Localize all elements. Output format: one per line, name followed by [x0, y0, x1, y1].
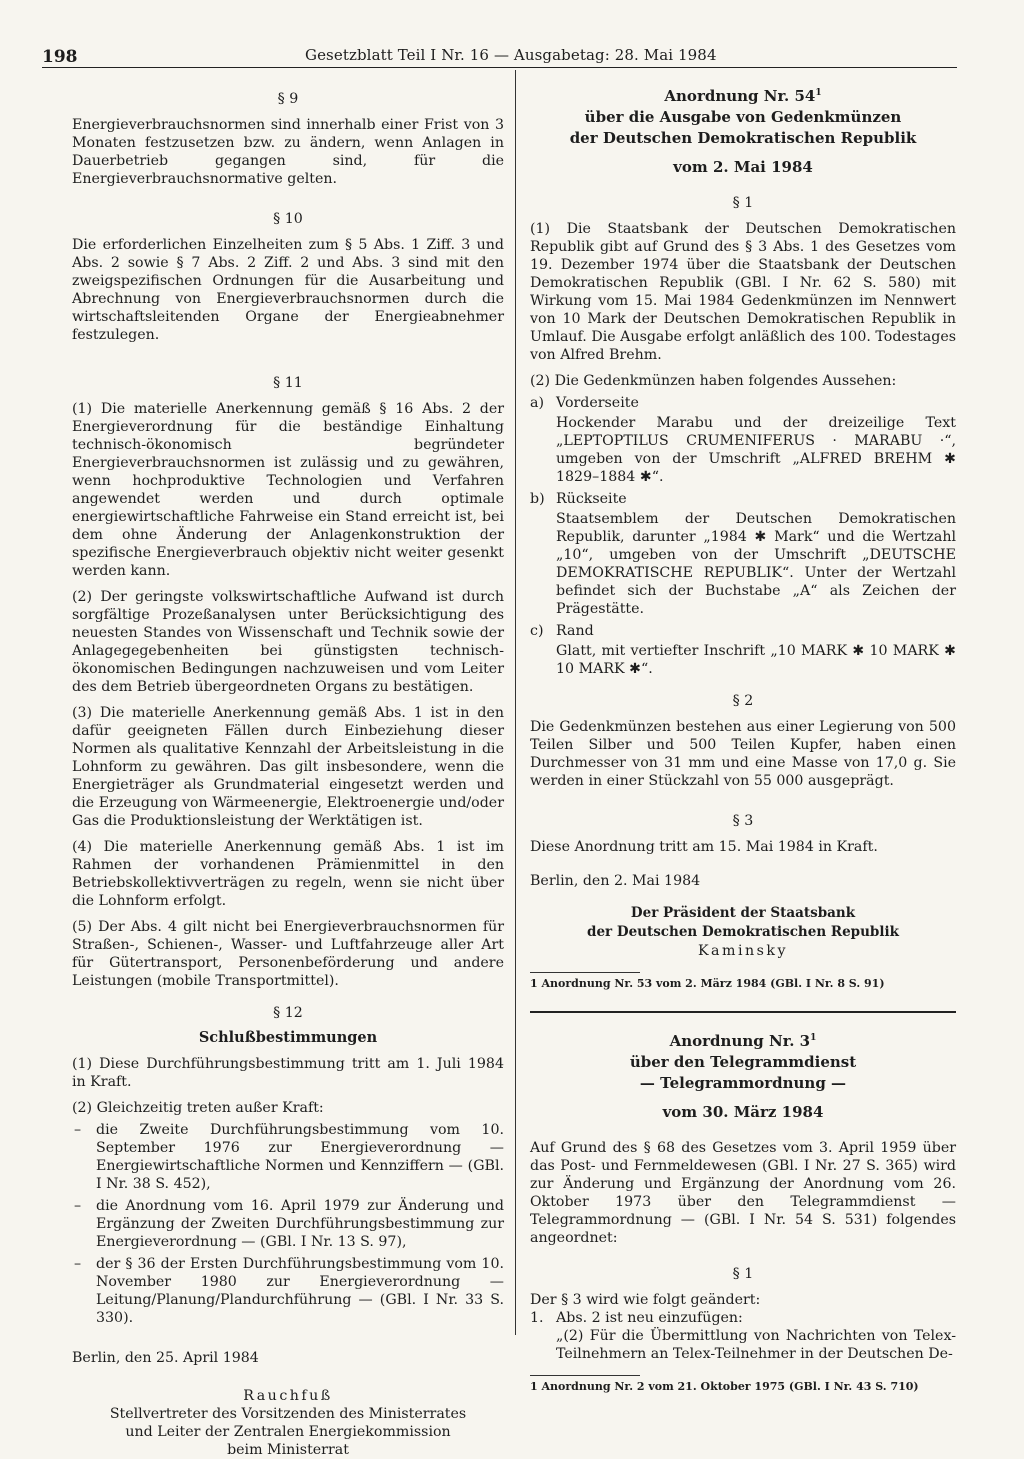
a54-signatory-name: Kaminsky [697, 943, 789, 959]
signatory-title-line-2: und Leiter der Zentralen Energiekommission [125, 1424, 451, 1440]
a54-section-heading-1: § 1 [732, 195, 754, 211]
page-header-title: Gesetzblatt Teil I Nr. 16 — Ausgabetag: 28. Mai 1984 [305, 46, 717, 64]
section-12-subheading: Schlußbestimmungen [198, 1029, 378, 1046]
a54-signatory-line-2: der Deutschen Demokratischen Republik [587, 924, 899, 940]
section-heading-9: § 9 [277, 91, 299, 107]
coin-description-item [530, 622, 956, 678]
section-heading-10: § 10 [273, 211, 303, 227]
section-9-text: Energieverbrauchsnormen sind innerhalb einer Frist von 3 Monaten festzusetzen bzw. zu ändern, wenn Anlagen in Dauerbetrieb gegangen sind, für die Energieverbrauchsnormative gelten. [72, 117, 504, 187]
item-label: b) [530, 491, 545, 507]
right-column [530, 86, 956, 1394]
item-heading: Vorderseite [556, 395, 639, 411]
a3-intro: Auf Grund des § 68 des Gesetzes vom 3. April 1959 über das Post- und Fernmeldewesen (GBl. I Nr. 27 S. 365) wird zur Änderung und Ergänzung der Anordnung vom 26. Oktober 1973 über den Telegrammdienst — Telegrammordnung — (GBl. I Nr. 54 S. 531) folgendes angeordnet: [530, 1140, 956, 1246]
anordnung-54-date: vom 2. Mai 1984 [673, 158, 813, 176]
anordnung-3-title-line-1: Anordnung Nr. 3 [669, 1032, 811, 1050]
section-heading-11: § 11 [273, 375, 303, 391]
a3-footnote: 1 Anordnung Nr. 2 vom 21. Oktober 1975 (GBl. I Nr. 43 S. 710) [530, 1380, 919, 1393]
section-heading-12: § 12 [273, 1005, 303, 1021]
item-heading: Rückseite [556, 491, 627, 507]
item-quote: „(2) Für die Übermittlung von Nachrichten von Telex-Teilnehmern an Telex-Teilnehmer in der Deutschen De- [556, 1328, 956, 1362]
item-heading: Rand [556, 623, 594, 639]
signatory-title-line-3: beim Ministerrat [227, 1442, 349, 1458]
item-label: 1. [530, 1310, 544, 1326]
anordnung-3-title [530, 1031, 956, 1123]
anordnung-54-title [530, 86, 956, 178]
item-text: Abs. 2 ist neu einzufügen: [556, 1310, 743, 1326]
list-item: – die Anordnung vom 16. April 1979 zur Änderung und Ergänzung der Zweiten Durchführungsbestimmung zur Energieverordnung — (GBl. I Nr. 13 S. 97), [72, 1197, 504, 1251]
a3-section-1-paragraph-1: Der § 3 wird wie folgt geändert: [530, 1292, 761, 1308]
item-text: Staatsemblem der Deutschen Demokratischen Republik, darunter „1984 ✱ Mark“ und die Wertzahl „10“, umgeben von der Umschrift „DEUTSCHE DEMOKRATISCHE REPUBLIK“. Unter der Wertzahl befindet sich der Buchstabe „A“ als Zeichen der Prägestätte. [556, 511, 956, 617]
column-divider [515, 70, 516, 1335]
a54-section-1-paragraph-2: (2) Die Gedenkmünzen haben folgendes Aussehen: [530, 373, 897, 389]
footnote-marker: 1 [810, 1033, 817, 1043]
header-rule [42, 67, 957, 68]
a54-section-heading-2: § 2 [732, 693, 754, 709]
anordnung-54-title-line-2: über die Ausgabe von Gedenkmünzen [584, 108, 902, 126]
section-11-paragraph-3: (3) Die materielle Anerkennung gemäß Abs. 1 ist in den dafür geeigneten Fällen durch Einbeziehung dieser Normen als qualitative Kennzahl der Arbeitsleistung in die Lohnform zu gewähren. Das gilt insbesondere, wenn die Energieträger als Grundmaterial eingesetzt werden und die Erzeugung von Wärmeenergie, Elektroenergie und/oder Gas die Produktionsleistung der Werktätigen ist. [72, 705, 504, 829]
section-11-paragraph-5: (5) Der Abs. 4 gilt nicht bei Energieverbrauchsnormen für Straßen-, Schienen-, Wasser- und Luftfahrzeuge aller Art für Gütertransport, Personenbeförderung und andere Leistungen (mobile Transportmittel). [72, 919, 504, 989]
section-11-paragraph-4: (4) Die materielle Anerkennung gemäß Abs. 1 ist im Rahmen der vorhandenen Prämienmittel in den Betriebskollektivverträgen zu regeln, wenn sie nicht über die Lohnform erfolgt. [72, 839, 504, 909]
footnote-rule [530, 972, 640, 973]
item-text: Glatt, mit vertiefter Inschrift „10 MARK ✱ 10 MARK ✱ 10 MARK ✱“. [556, 643, 956, 677]
anordnung-3-title-line-2: über den Telegrammdienst [629, 1053, 857, 1071]
repealed-list [72, 1121, 504, 1327]
section-12-paragraph-2: (2) Gleichzeitig treten außer Kraft: [72, 1100, 324, 1116]
anordnung-54-title-line-3: der Deutschen Demokratischen Republik [569, 129, 917, 147]
a54-signature-date: Berlin, den 2. Mai 1984 [530, 873, 701, 889]
item-label: c) [530, 623, 544, 639]
signatory-name: Rauchfuß [243, 1388, 333, 1404]
section-12-paragraph-1: (1) Diese Durchführungsbestimmung tritt am 1. Juli 1984 in Kraft. [72, 1056, 504, 1090]
item-label: a) [530, 395, 544, 411]
section-10-text: Die erforderlichen Einzelheiten zum § 5 Abs. 1 Ziff. 3 und Abs. 2 sowie § 7 Abs. 2 Ziff. 2 und Abs. 3 sind mit den zweigspezifischen Ordnungen für die Ausarbeitung und Abrechnung von Energieverbrauchsnormen durch die wirtschaftsleitenden Organe der Energieabnehmer festzulegen. [72, 237, 504, 343]
a54-section-2-text: Die Gedenkmünzen bestehen aus einer Legierung von 500 Teilen Silber und 500 Teilen Kupfer, haben einen Durchmesser von 31 mm und eine Masse von 17,0 g. Sie werden in einer Stückzahl von 55 000 ausgeprägt. [530, 719, 956, 789]
list-item: – die Zweite Durchführungsbestimmung vom 10. September 1976 zur Energieverordnung — Energiewirtschaftliche Normen und Kennziffern — (GBl. I Nr. 38 S. 452), [72, 1121, 504, 1193]
section-11-paragraph-1: (1) Die materielle Anerkennung gemäß § 16 Abs. 2 der Energieverordnung für die beständige Einhaltung technisch-ökonomisch begründeter Energieverbrauchsnormen ist zulässig und zu gewähren, wenn hochproduktive Technologien und Verfahren angewendet werden und durch optimale energiewirtschaftliche Fahrweise ein Stand erreicht ist, bei dem ohne Änderung der Anlagenkonstruktion der spezifische Energieverbrauch objektiv nicht weiter gesenkt werden kann. [72, 401, 504, 579]
list-item: – der § 36 der Ersten Durchführungsbestimmung vom 10. November 1980 zur Energieverordnung — Leitung/Planung/Plandurchführung — (GBl. I Nr. 33 S. 330). [72, 1255, 504, 1327]
a3-section-heading-1: § 1 [732, 1266, 754, 1282]
item-text: Hockender Marabu und der dreizeilige Text „LEPTOPTILUS CRUMENIFERUS · MARABU ·“, umgeben von der Umschrift „ALFRED BREHM ✱ 1829–1884 ✱“. [556, 415, 956, 485]
anordnung-3-title-line-3: — Telegrammordnung — [639, 1074, 847, 1092]
page-number: 198 [42, 47, 78, 67]
a3-amendment-item [530, 1309, 956, 1363]
footnote-rule [530, 1375, 640, 1376]
a54-footnote: 1 Anordnung Nr. 53 vom 2. März 1984 (GBl. I Nr. 8 S. 91) [530, 977, 885, 990]
coin-description-item [530, 490, 956, 618]
left-column [72, 90, 504, 1459]
signature-date: Berlin, den 25. April 1984 [72, 1350, 259, 1366]
a54-section-1-paragraph-1: (1) Die Staatsbank der Deutschen Demokratischen Republik gibt auf Grund des § 3 Abs. 1 des Gesetzes vom 19. Dezember 1974 über die Staatsbank der Deutschen Demokratischen Republik (GBl. I Nr. 62 S. 580) mit Wirkung vom 15. Mai 1984 Gedenkmünzen im Nennwert von 10 Mark der Deutschen Demokratischen Republik in Umlauf. Die Ausgabe erfolgt anläßlich des 100. Todestages von Alfred Brehm. [530, 221, 956, 363]
signatory-title-line-1: Stellvertreter des Vorsitzenden des Ministerrates [109, 1406, 467, 1422]
anordnung-54-title-line-1: Anordnung Nr. 54 [664, 87, 816, 105]
footnote-marker: 1 [815, 88, 822, 98]
anordnung-3-date: vom 30. März 1984 [662, 1103, 824, 1121]
coin-description-item [530, 394, 956, 486]
section-separator [530, 1011, 956, 1013]
a54-section-3-text: Diese Anordnung tritt am 15. Mai 1984 in Kraft. [530, 839, 878, 855]
a54-signatory-line-1: Der Präsident der Staatsbank [630, 905, 856, 921]
section-11-paragraph-2: (2) Der geringste volkswirtschaftliche Aufwand ist durch sorgfältige Prozeßanalysen unter Berücksichtigung des neuesten Standes von Wissenschaft und Technik sowie der Anlagegegebenheiten bei günstigsten technisch-ökonomischen Bedingungen nachzuweisen und vom Leiter des dem Betrieb übergeordneten Organs zu bestätigen. [72, 589, 504, 695]
a54-section-heading-3: § 3 [732, 813, 754, 829]
